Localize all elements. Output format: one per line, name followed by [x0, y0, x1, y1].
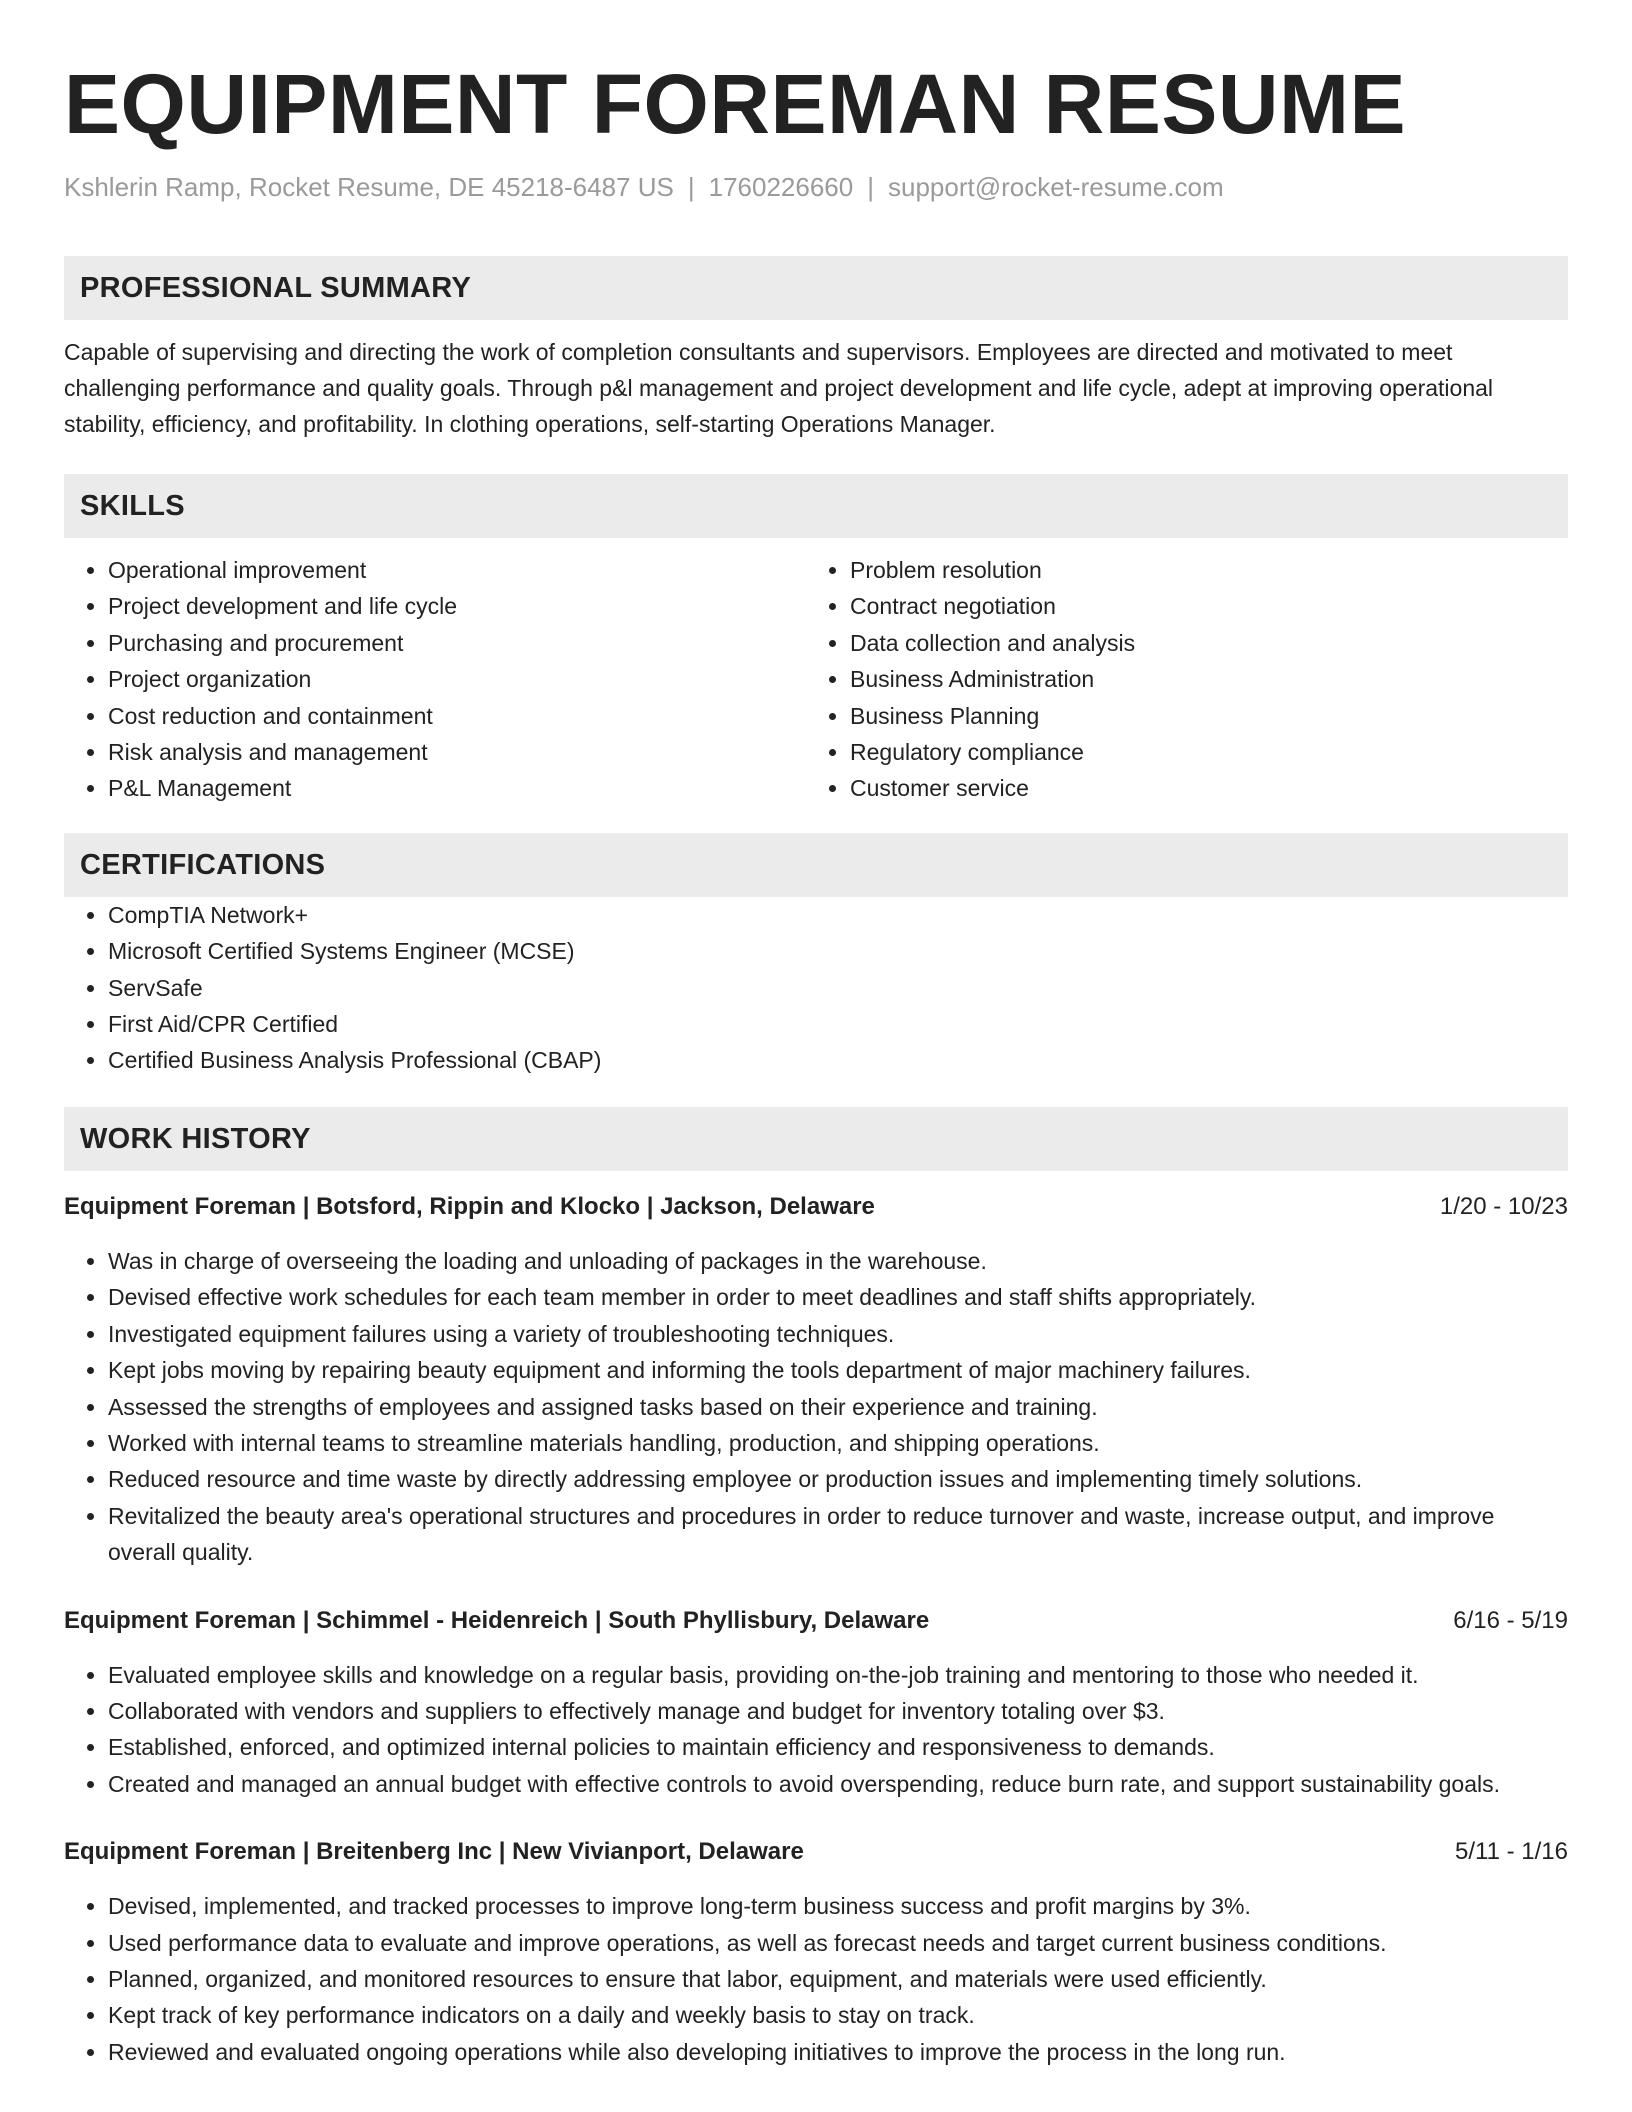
job-bullet: • Revitalized the beauty area's operational structures and procedures in order to reduce turnover and waste, increase output, and improve overall quality.	[108, 1498, 1568, 1571]
certification-item: • Certified Business Analysis Professional (CBAP)	[108, 1042, 1568, 1078]
section-header-work-history: WORK HISTORY	[64, 1107, 1568, 1171]
skill-item: • P&L Management	[108, 770, 806, 806]
skills-list-right	[806, 552, 1548, 807]
contact-address: Kshlerin Ramp, Rocket Resume, DE 45218-6487 US	[64, 172, 674, 202]
job-bullet: • Devised, implemented, and tracked processes to improve long-term business success and profit margins by 3%.	[108, 1888, 1568, 1924]
job-bullet: • Worked with internal teams to streamline materials handling, production, and shipping operations.	[108, 1425, 1568, 1461]
job-header	[64, 1191, 1568, 1223]
job-entry	[64, 1605, 1568, 1803]
job-bullet-list	[64, 1243, 1568, 1571]
section-header-certifications: CERTIFICATIONS	[64, 833, 1568, 897]
skill-item: • Operational improvement	[108, 552, 806, 588]
job-entry	[64, 1191, 1568, 1571]
skill-item: • Cost reduction and containment	[108, 698, 806, 734]
job-title: Equipment Foreman | Schimmel - Heidenreich | South Phyllisbury, Delaware	[64, 1606, 930, 1634]
job-header	[64, 1836, 1568, 1868]
job-bullet-list	[64, 1888, 1568, 2070]
contact-phone: 1760226660	[708, 172, 854, 202]
job-bullet: • Established, enforced, and optimized internal policies to maintain efficiency and responsiveness to demands.	[108, 1729, 1568, 1765]
certification-item: • First Aid/CPR Certified	[108, 1006, 1568, 1042]
job-bullet: • Evaluated employee skills and knowledge on a regular basis, providing on-the-job training and mentoring to those who needed it.	[108, 1657, 1568, 1693]
job-title: Equipment Foreman | Botsford, Rippin and Klocko | Jackson, Delaware	[64, 1192, 875, 1220]
job-entry	[64, 1836, 1568, 2070]
job-bullet: • Assessed the strengths of employees and assigned tasks based on their experience and training.	[108, 1389, 1568, 1425]
certification-item: • CompTIA Network+	[108, 897, 1568, 933]
skill-item: • Business Planning	[850, 698, 1548, 734]
job-bullet: • Used performance data to evaluate and improve operations, as well as forecast needs and target current business conditions.	[108, 1925, 1568, 1961]
skill-item: • Problem resolution	[850, 552, 1548, 588]
job-header	[64, 1605, 1568, 1637]
contact-email: support@rocket-resume.com	[888, 172, 1224, 202]
section-header-professional-summary: PROFESSIONAL SUMMARY	[64, 256, 1568, 320]
contact-separator: |	[867, 172, 874, 202]
job-bullet: • Planned, organized, and monitored resources to ensure that labor, equipment, and materials were used efficiently.	[108, 1961, 1568, 1997]
job-bullet: • Collaborated with vendors and suppliers to effectively manage and budget for inventory totaling over $3.	[108, 1693, 1568, 1729]
skill-item: • Regulatory compliance	[850, 734, 1548, 770]
contact-separator: |	[687, 172, 695, 202]
job-dates: 6/16 - 5/19	[1453, 1606, 1568, 1634]
job-bullet-list	[64, 1657, 1568, 1803]
certification-item: • Microsoft Certified Systems Engineer (MCSE)	[108, 933, 1568, 969]
job-bullet: • Kept track of key performance indicators on a daily and weekly basis to stay on track.	[108, 1997, 1568, 2033]
summary-text: Capable of supervising and directing the work of completion consultants and supervisors. Employees are directed and motivated to meet challenging performance and quality goals. Through p&l management and project development and life cycle, adept at improving operational stability, efficiency, and profitability. In clothing operations, self-starting Operations Manager.	[64, 339, 1494, 437]
job-dates: 5/11 - 1/16	[1455, 1838, 1568, 1866]
section-header-skills: SKILLS	[64, 474, 1568, 538]
job-bullet: • Investigated equipment failures using a variety of troubleshooting techniques.	[108, 1316, 1568, 1352]
skill-item: • Contract negotiation	[850, 588, 1548, 624]
skills-grid	[64, 552, 1568, 807]
skill-item: • Project organization	[108, 661, 806, 697]
job-bullet: • Devised effective work schedules for each team member in order to meet deadlines and staff shifts appropriately.	[108, 1279, 1568, 1315]
resume-page	[64, 0, 1568, 2070]
skill-item: • Purchasing and procurement	[108, 625, 806, 661]
job-bullet: • Reviewed and evaluated ongoing operations while also developing initiatives to improve the process in the long run.	[108, 2034, 1568, 2070]
skill-item: • Risk analysis and management	[108, 734, 806, 770]
page-title: EQUIPMENT FOREMAN RESUME	[64, 57, 1407, 151]
job-bullet: • Created and managed an annual budget with effective controls to avoid overspending, reduce burn rate, and support sustainability goals.	[108, 1766, 1568, 1802]
contact-line	[64, 170, 1568, 204]
skills-list-left	[64, 552, 806, 807]
job-dates: 1/20 - 10/23	[1439, 1192, 1568, 1220]
skill-item: • Business Administration	[850, 661, 1548, 697]
skill-item: • Customer service	[850, 770, 1548, 806]
skill-item: • Project development and life cycle	[108, 588, 806, 624]
job-bullet: • Was in charge of overseeing the loading and unloading of packages in the warehouse.	[108, 1243, 1568, 1279]
skill-item: • Data collection and analysis	[850, 625, 1548, 661]
certifications-list	[64, 897, 1568, 1079]
job-bullet: • Kept jobs moving by repairing beauty equipment and informing the tools department of major machinery failures.	[108, 1352, 1568, 1388]
job-bullet: • Reduced resource and time waste by directly addressing employee or production issues and implementing timely solutions.	[108, 1461, 1568, 1497]
job-title: Equipment Foreman | Breitenberg Inc | New Vivianport, Delaware	[64, 1838, 804, 1866]
certification-item: • ServSafe	[108, 970, 1568, 1006]
